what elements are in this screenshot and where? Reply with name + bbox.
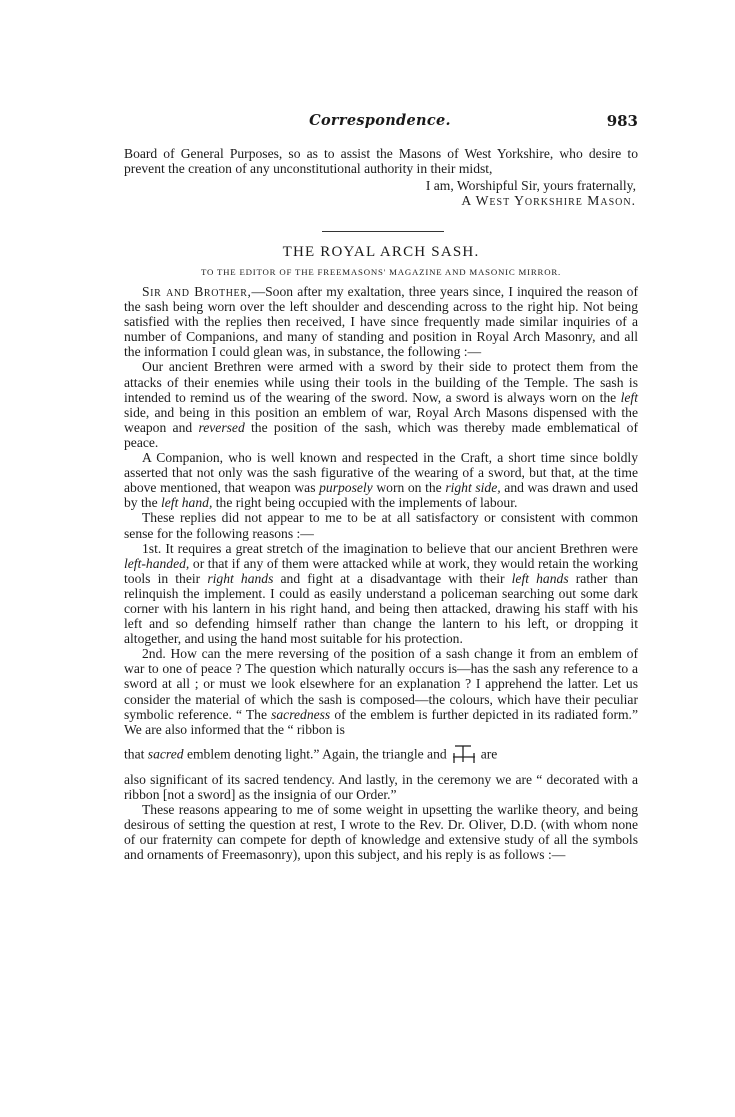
editor-address: TO THE EDITOR OF THE FREEMASONS' MAGAZINE AND MASONIC MIRROR. (200, 267, 562, 277)
p3-text-b: worn on the (372, 480, 446, 496)
p3-text-a: A Companion, who is well known and respected in the Craft, a short time since boldly asserted that not only was the sash figurative of the wearing of a sword, but that, at the time above mentioned, that weapon was (124, 450, 638, 496)
previous-letter (124, 146, 638, 208)
p2-emphasis-reversed: reversed (198, 419, 245, 435)
p3-text-c: and was drawn and used by the (124, 480, 639, 511)
p5-emphasis-left-handed: left-handed, (124, 555, 190, 571)
p7-text-c: are (480, 746, 498, 762)
p6-text-b: of the emblem is further depicted in its radiated form.” We are also informed that the “ ribbon is (124, 706, 638, 737)
paragraph-9: These reasons appearing to me of some weight in upsetting the warlike theory, and being desirous of setting the question at rest, I wrote to the Rev. Dr. Oliver, D.D. (with whom none of our fraternity can compete for depth of knowledge and extensive study of all the symbols and ornaments of Freemasonry), upon this subject, and his reply is as follows :— (124, 802, 638, 863)
signoff: I am, Worshipful Sir, yours fraternally, (425, 178, 636, 194)
closing-paragraph: Board of General Purposes, so as to assist the Masons of West Yorkshire, who desire to prevent the creation of any unconstitutional authority in their midst, (124, 146, 638, 177)
p3-emphasis-purposely: purposely (319, 480, 373, 496)
p7-text-a: that (124, 746, 148, 762)
p3-emphasis-left-hand: left hand, (161, 495, 213, 511)
paragraph-8: also significant of its sacred tendency. And lastly, in the ceremony we are “ decorated with a ribbon [not a sword] as the insignia of our Order.” (124, 771, 638, 802)
running-title: Correspondence. (309, 112, 451, 129)
paragraph-1-text: —Soon after my exaltation, three years since, I inquired the reason of the sash being worn over the left shoulder and descending across to the right hip. Not being satisfied with the replies then received, I have since frequently made similar inquiries of a number of Companions, and many of standing and position in Royal Arch Masonry, and all the information I could glean was, in substance, the following :— (124, 284, 639, 360)
article-title: THE ROYAL ARCH SASH. (282, 244, 480, 260)
salutation: Sir and Brother, (142, 284, 252, 299)
p2-text-a: Our ancient Brethren were armed with a sword by their side to protect them from the attacks of their enemies while using their tools in the building of the Temple. The sash is intended to remind us of the wearing of the sword. Now, a sword is always worn on the (124, 359, 638, 405)
paragraph-4: These replies did not appear to me to be at all satisfactory or consistent with common sense for the following reasons :— (124, 510, 638, 541)
p5-text-a: 1st. It requires a great stretch of the imagination to believe that our ancient Brethren were (142, 540, 638, 556)
section-divider (322, 231, 444, 232)
p5-emphasis-left-hands: left hands (511, 570, 569, 586)
p7-emphasis-sacred: sacred (147, 746, 184, 762)
page-number: 983 (606, 112, 638, 130)
p5-text-c: and fight at a disadvantage with their (273, 570, 512, 586)
article-body (124, 284, 638, 862)
p3-text-d: the right being occupied with the implements of labour. (212, 495, 518, 511)
paragraph-2 (124, 359, 638, 450)
p6-emphasis-sacredness: sacredness (271, 706, 331, 722)
p5-text-b: or that if any of them were attacked while at work, they would retain the working tools in their (124, 555, 638, 586)
paragraph-7 (124, 743, 638, 768)
running-head (120, 112, 640, 136)
p5-emphasis-right-hands: right hands (207, 570, 274, 586)
signature: A West Yorkshire Mason. (461, 193, 636, 209)
paragraph-3 (124, 450, 638, 510)
p2-text-c: the position of the sash, which was thereby made emblematical of peace. (124, 419, 638, 450)
p7-text-b: emblem denoting light.” Again, the triangle and (183, 746, 447, 762)
p5-text-d: rather than relinquish the implement. I could as easily understand a policeman searching out some dark corner with his lantern in his right hand, and being then attacked, drawing his staff with his left and so defending himself rather than change the lantern to his left, or dropping it altogether, and using the hand most suitable for his protection. (124, 570, 638, 647)
p3-emphasis-right-side: right side, (445, 480, 501, 496)
p6-text-a: 2nd. How can the mere reversing of the position of a sash change it from an emblem of war to one of peace ? The question which naturally occurs is—has the sash any reference to a sword at all ; or must we look elsewhere for an explanation ? I apprehend the latter. Let us consider the material of which the sash is composed—the colours, which have their peculiar symbolic reference. “ The (124, 646, 638, 722)
p2-text-b: side, and being in this position an emblem of war, Royal Arch Masons dispensed with the weapon and (124, 404, 638, 435)
triple-tau-icon (451, 743, 477, 768)
p2-emphasis-left: left (620, 389, 638, 405)
paragraph-6 (124, 646, 638, 737)
paragraph-5 (124, 541, 638, 647)
paragraph-1 (124, 284, 638, 359)
